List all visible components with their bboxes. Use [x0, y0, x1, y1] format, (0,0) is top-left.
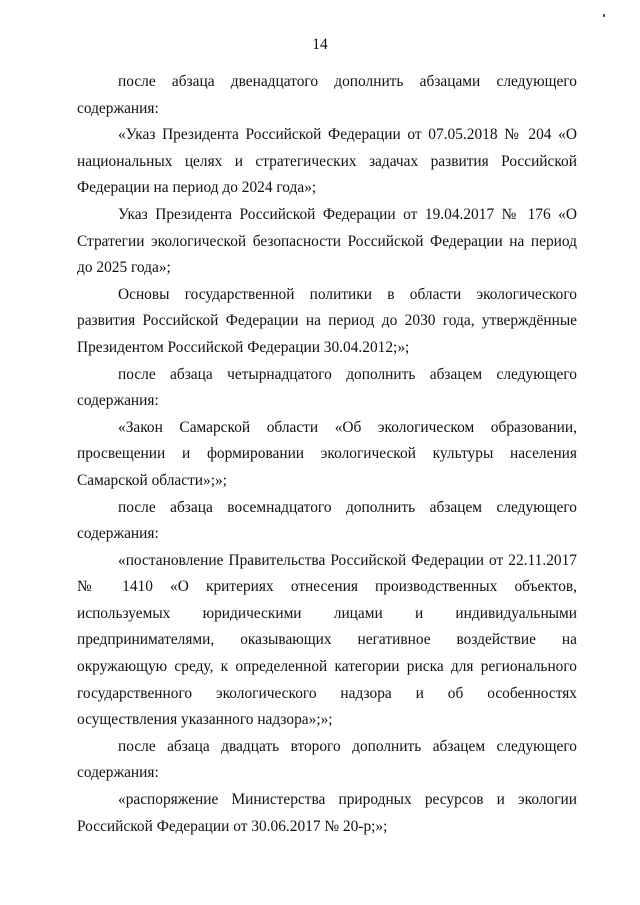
paragraph-3: Указ Президента Российской Федерации от 19.04.2017 № 176 «О Стратегии экологической безопасности Российской Федерации на период до 2025 года»; [77, 205, 577, 277]
paragraph-1: после абзаца двенадцатого дополнить абзацами следующего содержания: [77, 73, 577, 117]
paragraph-8: «постановление Правительства Российской Федерации от 22.11.2017 № 1410 «О критериях отнесения производственных объектов, используемых юридическими лицами и индивидуальными предпринимателями, оказывающих негативное воздействие на окружающую среду, к определенной категории риска для регионального государственного экологического надзора и об особенностях осуществления указанного надзора»;»; [77, 551, 577, 729]
paragraph-5: после абзаца четырнадцатого дополнить абзацем следующего содержания: [77, 365, 577, 410]
paragraph-7: после абзаца восемнадцатого дополнить абзацем следующего содержания: [77, 498, 577, 543]
paragraph-10: «распоряжение Министерства природных ресурсов и экологии Российской Федерации от 30.06.2017 № 20-р;»; [77, 791, 577, 835]
scan-speck [603, 14, 605, 17]
paragraph-9: после абзаца двадцать второго дополнить абзацем следующего содержания: [77, 737, 577, 782]
page-number: 14 [312, 36, 328, 53]
paragraph-4: Основы государственной политики в области экологического развития Российской Федерации на период до 2030 года, утверждённые Президентом Российской Федерации 30.04.2012;»; [77, 285, 577, 356]
paragraph-6: «Закон Самарской области «Об экологическом образовании, просвещении и формировании экологической культуры населения Самарской области»;»; [77, 418, 577, 489]
document-body [77, 69, 577, 840]
paragraph-2: «Указ Президента Российской Федерации от 07.05.2018 № 204 «О национальных целях и стратегических задачах развития Российской Федерации на период до 2024 года»; [77, 126, 577, 197]
